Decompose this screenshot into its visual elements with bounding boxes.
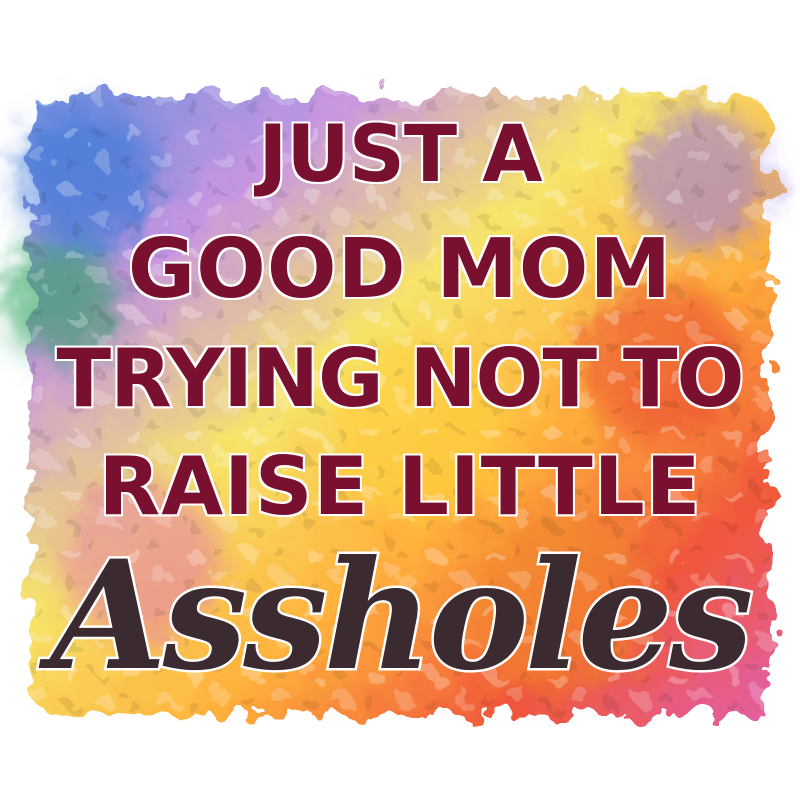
headline-line-2: GOOD MOM (127, 222, 673, 317)
headline-line-4: RAISE LITTLE (98, 440, 702, 533)
headline-line-1: JUST A (258, 110, 542, 200)
headline-line-3: TRYING NOT TO (56, 332, 744, 425)
script-word: Assholes (50, 528, 750, 704)
